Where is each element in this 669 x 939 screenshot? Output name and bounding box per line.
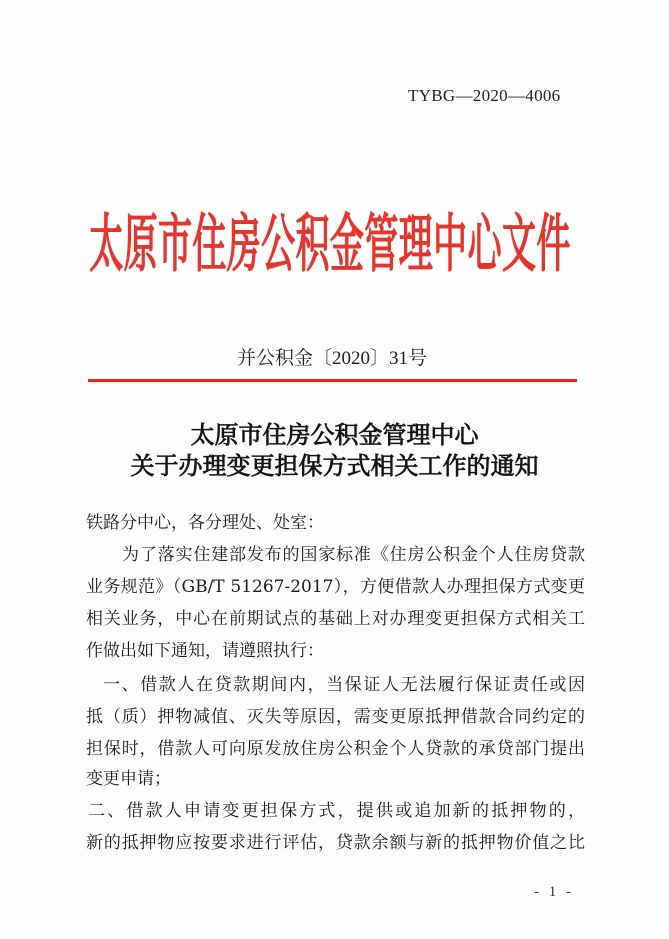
paragraph-2-line: 担保时，借款人可向原发放住房公积金个人贷款的承贷部门提出: [86, 739, 585, 759]
document-code: TYBG—2020—4006: [408, 86, 561, 105]
paragraph-1-line: 相关业务，中心在前期试点的基础上对办理变更担保方式相关工: [86, 609, 585, 629]
paragraph-2-line: 抵（质）押物减值、灭失等原因，需变更原抵押借款合同约定的: [86, 707, 585, 727]
document-title-line-1: 太原市住房公积金管理中心: [190, 420, 479, 449]
red-divider-rule: [88, 379, 577, 382]
paragraph-1-line: 为了落实住建部发布的国家标准《住房公积金个人住房贷款: [122, 545, 585, 565]
red-header-title: 太原市住房公积金管理中心文件: [89, 208, 571, 282]
salutation: 铁路分中心，各分理处、处室：: [86, 513, 324, 533]
document-title-line-2: 关于办理变更担保方式相关工作的通知: [130, 451, 539, 480]
paragraph-2-line: 变更申请；: [86, 769, 171, 789]
paragraph-3-line: 二、借款人申请变更担保方式，提供或追加新的抵押物的，: [88, 801, 585, 821]
paragraph-1-line: 作做出如下通知，请遵照执行：: [86, 641, 324, 661]
paragraph-2-line: 一、借款人在贷款期间内，当保证人无法履行保证责任或因: [103, 675, 585, 695]
page-number: - 1 -: [534, 884, 574, 900]
paragraph-1-line: 业务规范》（GB/T 51267-2017），方便借款人办理担保方式变更: [86, 577, 585, 597]
paragraph-3-line: 新的抵押物应按要求进行评估，贷款余额与新的抵押物价值之比: [86, 833, 585, 853]
issue-number: 并公积金〔2020〕31号: [236, 348, 427, 369]
